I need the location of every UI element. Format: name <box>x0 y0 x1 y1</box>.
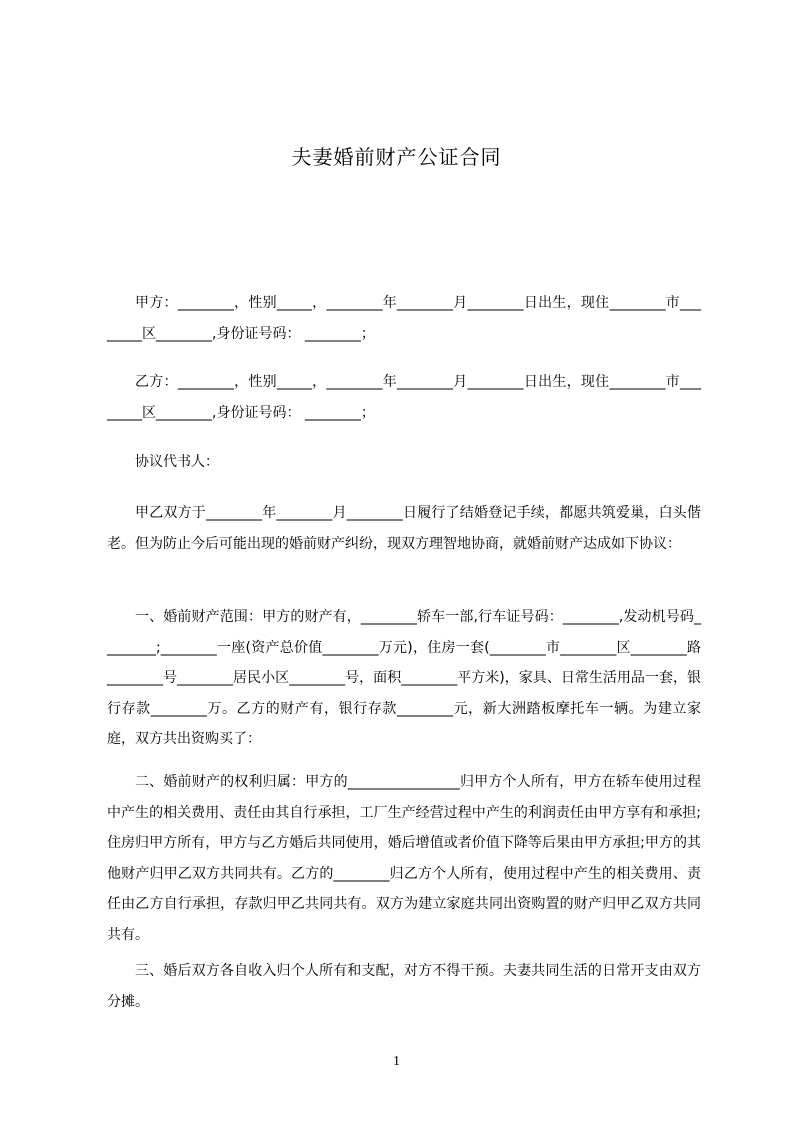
preamble-paragraph: 甲乙双方于________年________月________日履行了结婚登记手续，都愿共筑爱巢，白头偕老。但为防止今后可能出现的婚前财产纠纷，现双方理智地协商，就婚前财产达成如下协议： <box>107 505 701 552</box>
party-b-paragraph: 乙方：________，性别_____，________年________月________日出生，现住________市________区________,身份证号码： ________； <box>107 374 701 421</box>
scribe-paragraph: 协议代书人： <box>135 454 219 470</box>
document-title: 夫妻婚前财产公证合同 <box>291 145 502 169</box>
clause-2-paragraph: 二、婚前财产的权利归属：甲方的________________归甲方个人所有，甲方在轿车使用过程中产生的相关费用、责任由其自行承担，工厂生产经营过程中产生的利润责任由甲方享有和承担;住房归甲方所有，甲方与乙方婚后共同使用，婚后增值或者价值下降等后果由甲方承担;甲方的其他财产归甲乙双方共同共有。乙方的________归乙方个人所有，使用过程中产生的相关费用、责任由乙方自行承担，存款归甲乙共同共有。双方为建立家庭共同出资购置的财产归甲乙双方共同共有。 <box>107 774 701 943</box>
party-a-paragraph: 甲方：________，性别_____，________年________月________日出生，现住________市________区________,身份证号码： ________； <box>107 295 701 342</box>
clause-3-paragraph: 三、婚后双方各自收入归个人所有和支配，对方不得干预。夫妻共同生活的日常开支由双方分摊。 <box>107 963 701 1010</box>
clause-1-paragraph: 一、婚前财产范围：甲方的财产有，________轿车一部,行车证号码：________,发动机号码________;________一座(资产总价值________万元)，住房一套(________市________区________路________号________居民小区________号，面积________平方米)，家具、日常生活用品一套，银行存款________万。乙方的财产有，银行存款________元，新大洲踏板摩托车一辆。为建立家庭，双方共出资购买了： <box>107 609 701 747</box>
page-number: 1 <box>393 1054 400 1069</box>
